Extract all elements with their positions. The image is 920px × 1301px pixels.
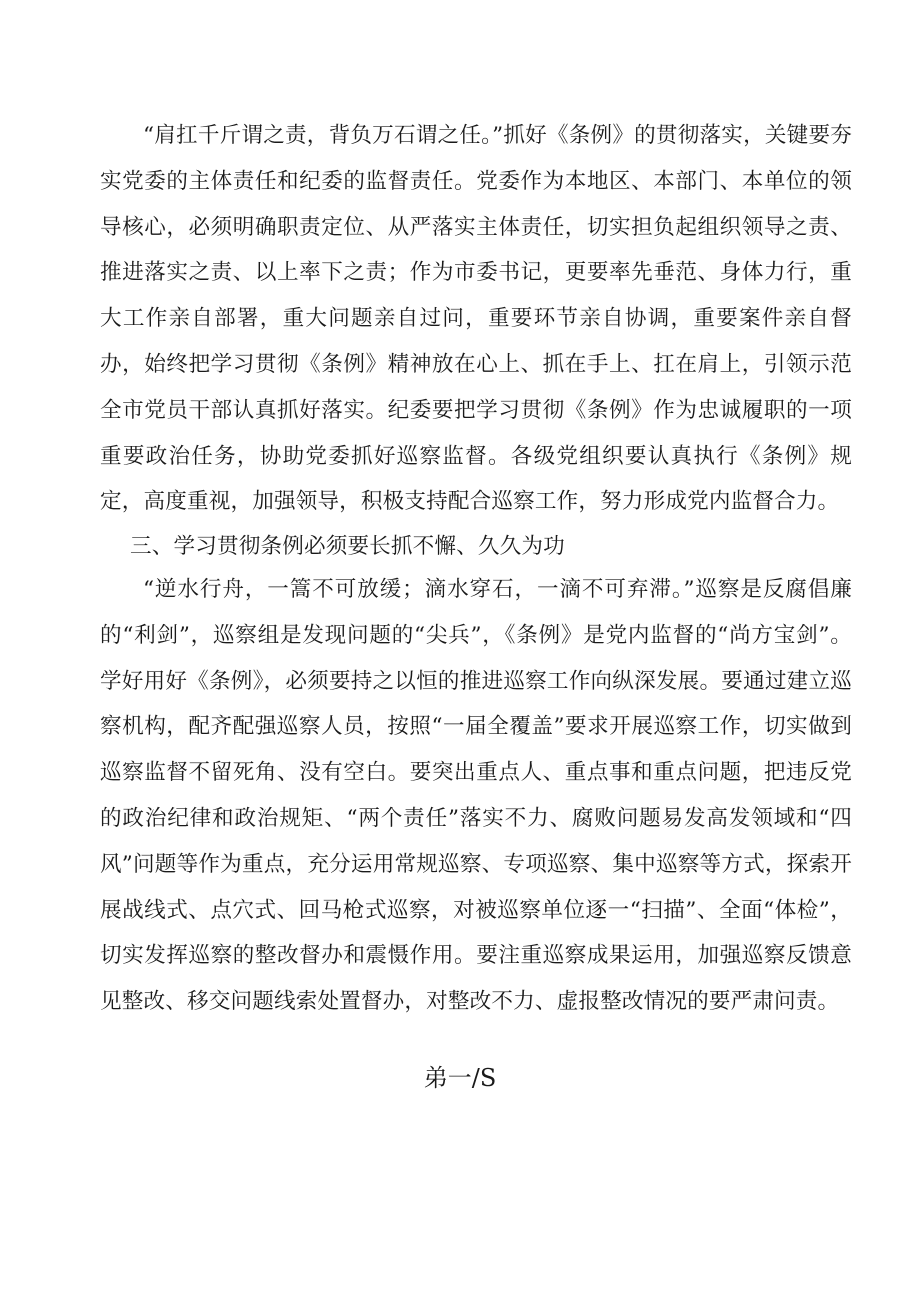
page-footer: 弟一/S bbox=[423, 1064, 497, 1092]
section-heading: 三、学习贯彻条例必须要长抓不懈、久久为功 bbox=[130, 534, 565, 559]
body-paragraph: “逆水行舟，一篙不可放缓；滴水穿石，一滴不可弃滞。”巡察是反腐倡廉的“利剑”，巡察组是发现问题的“尖兵”，《条例》是党内监督的“尚方宝剑”。学好用好《条例》，必须要持之以恒的推进巡察工作向纵深发展。要通过建立巡察机构，配齐配强巡察人员，按照“一届全覆盖”要求开展巡察工作，切实做到巡察监督不留死角、没有空白。要突出重点人、重点事和重点问题，把违反党的政治纪律和政治规矩、“两个责任”落实不力、腐败问题易发高发领域和“四风”问题等作为重点，充分运用常规巡察、专项巡察、集中巡察等方式，探索开展战线式、点穴式、回马枪式巡察，对被巡察单位逐一“扫描”、全面“体检”，切实发挥巡察的整改督办和震慑作用。要注重巡察成果运用，加强巡察反馈意见整改、移交问题线索处置督办，对整改不力、虚报整改情况的要严肃问责。 bbox=[100, 577, 852, 1015]
body-paragraph: “肩扛千斤谓之责，背负万石谓之任。”抓好《条例》的贯彻落实，关键要夯实党委的主体责任和纪委的监督责任。党委作为本地区、本部门、本单位的领导核心，必须明确职责定位、从严落实主体责任，切实担负起组织领导之责、推进落实之责、以上率下之责；作为市委书记，更要率先垂范、身体力行，重大工作亲自部署，重大问题亲自过问，重要环节亲自协调，重要案件亲自督办，始终把学习贯彻《条例》精神放在心上、抓在手上、扛在肩上，引领示范全市党员干部认真抓好落实。纪委要把学习贯彻《条例》作为忠诚履职的一项重要政治任务，协助党委抓好巡察监督。各级党组织要认真执行《条例》规定，高度重视，加强领导，积极支持配合巡察工作，努力形成党内监督合力。 bbox=[100, 123, 852, 515]
